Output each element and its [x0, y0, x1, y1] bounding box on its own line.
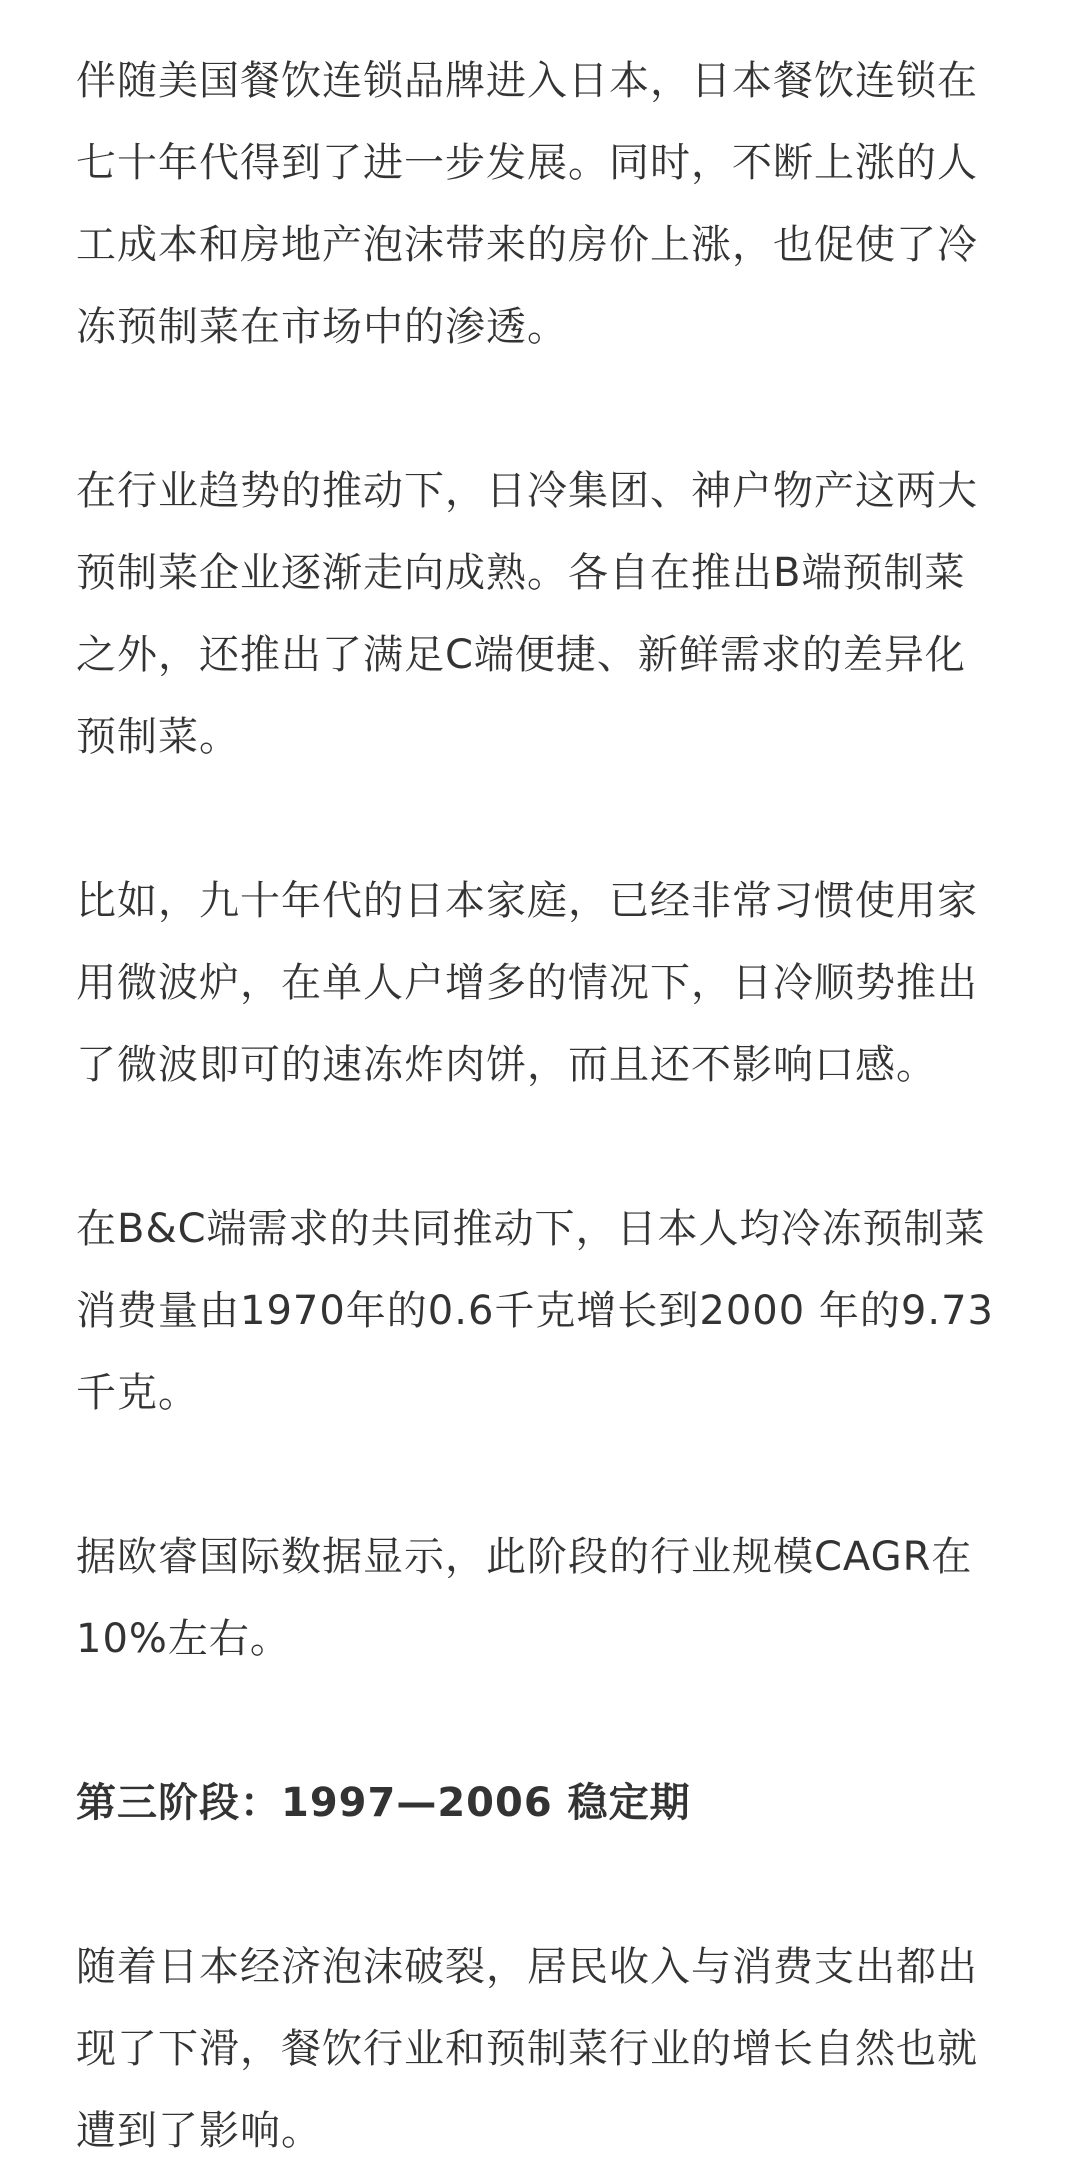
text-line: 现了下滑，餐饮行业和预制菜行业的增长自然也就	[76, 2026, 978, 2072]
text-line: 预制菜企业逐渐走向成熟。各自在推出B端预制菜	[76, 550, 966, 596]
paragraph-4	[76, 1188, 1006, 1434]
text-line: 消费量由1970年的0.6千克增长到2000 年的9.73	[76, 1288, 994, 1334]
text-line: 在行业趋势的推动下，日冷集团、神户物产这两大	[76, 468, 978, 514]
paragraph-spacer	[76, 1434, 1006, 1516]
section-heading-text: 第三阶段：1997—2006 稳定期	[76, 1780, 691, 1826]
text-line: 之外，还推出了满足C端便捷、新鲜需求的差异化	[76, 632, 966, 678]
text-line: 工成本和房地产泡沫带来的房价上涨，也促使了冷	[76, 222, 978, 268]
paragraph-2	[76, 450, 1006, 778]
text-line: 在B&C端需求的共同推动下，日本人均冷冻预制菜	[76, 1206, 986, 1252]
text-line: 七十年代得到了进一步发展。同时，不断上涨的人	[76, 140, 978, 186]
paragraph-6	[76, 1926, 1006, 2172]
paragraph-3	[76, 860, 1006, 1106]
paragraph-spacer	[76, 1680, 1006, 1762]
paragraph-spacer	[76, 368, 1006, 450]
text-line: 10%左右。	[76, 1616, 291, 1662]
paragraph-1	[76, 40, 1006, 368]
text-line: 预制菜。	[76, 714, 240, 760]
paragraph-5	[76, 1516, 1006, 1680]
text-line: 千克。	[76, 1370, 199, 1416]
section-heading	[76, 1762, 1006, 1844]
text-line: 了微波即可的速冻炸肉饼，而且还不影响口感。	[76, 1042, 937, 1088]
paragraph-spacer	[76, 1844, 1006, 1926]
paragraph-spacer	[76, 1106, 1006, 1188]
article-body	[76, 40, 1006, 2172]
text-line: 伴随美国餐饮连锁品牌进入日本，日本餐饮连锁在	[76, 58, 978, 104]
text-line: 遭到了影响。	[76, 2108, 322, 2154]
paragraph-spacer	[76, 778, 1006, 860]
text-line: 用微波炉，在单人户增多的情况下，日冷顺势推出	[76, 960, 978, 1006]
text-line: 比如，九十年代的日本家庭，已经非常习惯使用家	[76, 878, 978, 924]
text-line: 据欧睿国际数据显示，此阶段的行业规模CAGR在	[76, 1534, 973, 1580]
text-line: 随着日本经济泡沫破裂，居民收入与消费支出都出	[76, 1944, 978, 1990]
text-line: 冻预制菜在市场中的渗透。	[76, 304, 568, 350]
